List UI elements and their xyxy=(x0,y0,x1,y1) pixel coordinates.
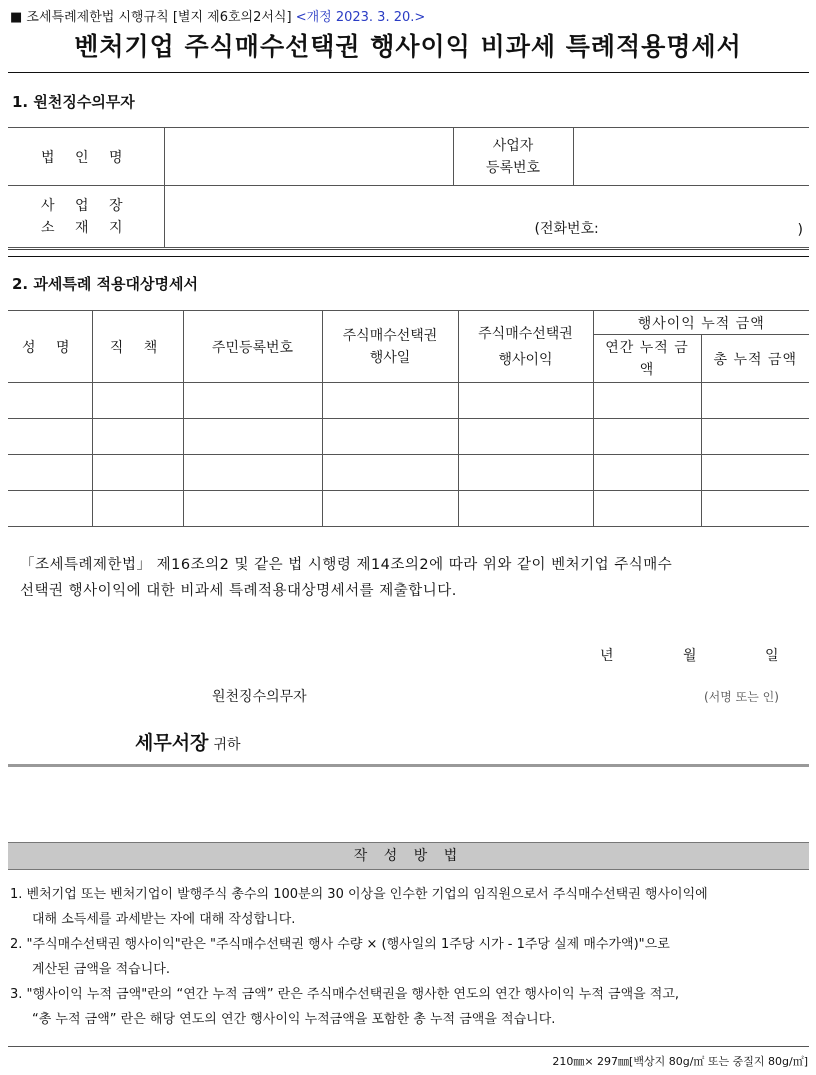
divider xyxy=(8,764,809,767)
divider xyxy=(8,72,809,73)
biz-reg-label-1: 사업자 xyxy=(492,137,534,154)
col-exercise-profit xyxy=(458,311,593,383)
cell[interactable] xyxy=(458,419,593,455)
phone-close: ) xyxy=(797,222,803,238)
revision-date: <개정 2023. 3. 20.> xyxy=(295,10,426,25)
col-annual xyxy=(593,335,701,383)
cell[interactable] xyxy=(183,455,322,491)
date-month: 월 xyxy=(683,648,697,664)
cell[interactable] xyxy=(8,419,92,455)
divider xyxy=(8,256,809,257)
biz-reg-field[interactable] xyxy=(573,128,809,186)
applicant-table xyxy=(8,310,809,527)
col-exercise-profit-2: 행사이익 xyxy=(498,351,553,368)
cell[interactable] xyxy=(458,383,593,419)
cell[interactable] xyxy=(701,491,809,527)
guide-item-1-line-2: 대해 소득세를 과세받는 자에 대해 작성합니다. xyxy=(32,912,296,927)
table-row xyxy=(8,419,809,455)
signature-placeholder: (서명 또는 인) xyxy=(704,690,779,704)
guide-item xyxy=(10,932,810,982)
date-year: 년 xyxy=(600,648,614,664)
address-label-2: 소 재 지 xyxy=(41,219,131,236)
cell[interactable] xyxy=(92,383,183,419)
cell[interactable] xyxy=(593,383,701,419)
cell[interactable] xyxy=(322,455,458,491)
cell[interactable] xyxy=(183,419,322,455)
cell[interactable] xyxy=(701,383,809,419)
guide-item-2-line-1: 2. "주식매수선택권 행사이익"란은 "주식매수선택권 행사 수량 × (행사일의 1주당 시가 - 1주당 실제 매수가액)"으로 xyxy=(10,937,670,952)
cell[interactable] xyxy=(593,419,701,455)
cell[interactable] xyxy=(322,491,458,527)
address-field[interactable] xyxy=(164,186,809,248)
page-title: 벤처기업 주식매수선택권 행사이익 비과세 특례적용명세서 xyxy=(74,32,742,61)
corp-name-label: 법 인 명 xyxy=(8,128,164,186)
cell[interactable] xyxy=(322,419,458,455)
cell[interactable] xyxy=(458,491,593,527)
address-label xyxy=(8,186,164,248)
cell[interactable] xyxy=(92,419,183,455)
biz-reg-label-2: 등록번호 xyxy=(485,159,541,176)
divider xyxy=(8,1046,809,1047)
col-name: 성 명 xyxy=(8,311,92,383)
cell[interactable] xyxy=(8,491,92,527)
cell[interactable] xyxy=(322,383,458,419)
withholding-agent-table xyxy=(8,127,809,248)
cell[interactable] xyxy=(8,455,92,491)
cell[interactable] xyxy=(92,455,183,491)
table-row xyxy=(8,383,809,419)
col-annual-2: 액 xyxy=(639,361,655,378)
table-row xyxy=(8,491,809,527)
guide-item xyxy=(10,882,810,932)
col-total: 총 누적 금액 xyxy=(701,335,809,383)
signer-label: 원천징수의무자 xyxy=(212,689,307,705)
guide-item xyxy=(10,982,810,1032)
section2-heading: 2. 과세특례 적용대상명세서 xyxy=(12,275,198,293)
col-exercise-date-1: 주식매수선택권 xyxy=(342,327,438,344)
cell[interactable] xyxy=(593,491,701,527)
col-exercise-profit-1: 주식매수선택권 xyxy=(478,325,573,342)
guide-item-3-line-1: 3. "행사이익 누적 금액"란의 “연간 누적 금액” 란은 주식매수선택권을 행사한 연도의 연간 행사이익 누적 금액을 적고, xyxy=(10,987,680,1002)
cell[interactable] xyxy=(92,491,183,527)
statement xyxy=(20,552,810,604)
cell[interactable] xyxy=(183,383,322,419)
section1-heading: 1. 원천징수의무자 xyxy=(12,93,135,111)
form-reference xyxy=(10,6,425,25)
cell[interactable] xyxy=(183,491,322,527)
paper-spec: 210㎜× 297㎜[백상지 80g/㎡ 또는 중질지 80g/㎡] xyxy=(552,1055,808,1068)
guide-item-2-line-2: 계산된 금액을 적습니다. xyxy=(32,962,170,977)
tax-office: 세무서장 xyxy=(135,732,209,754)
guide-item-3-line-2: “총 누적 금액” 란은 해당 연도의 연간 행사이익 누적금액을 포함한 총 누적 금액을 적습니다. xyxy=(32,1012,556,1027)
cell[interactable] xyxy=(593,455,701,491)
corp-name-field[interactable] xyxy=(164,128,453,186)
guide-heading: 작 성 방 법 xyxy=(8,842,809,870)
cell[interactable] xyxy=(701,419,809,455)
cell[interactable] xyxy=(701,455,809,491)
honorific: 귀하 xyxy=(213,737,241,753)
biz-reg-label xyxy=(453,128,573,186)
form-ref-text: ■ 조세특례제한법 시행규칙 [별지 제6호의2서식] xyxy=(10,10,292,25)
cell[interactable] xyxy=(8,383,92,419)
statement-line-2: 선택권 행사이익에 대한 비과세 특례적용대상명세서를 제출합니다. xyxy=(20,583,457,599)
statement-line-1: 「조세특례제한법」 제16조의2 및 같은 법 시행령 제14조의2에 따라 위와 같이 벤처기업 주식매수 xyxy=(20,557,673,573)
table-row xyxy=(8,455,809,491)
col-annual-1: 연간 누적 금 xyxy=(605,339,689,356)
col-exercise-date xyxy=(322,311,458,383)
phone-label: (전화번호: xyxy=(534,221,599,237)
cell[interactable] xyxy=(458,455,593,491)
address-label-1: 사 업 장 xyxy=(41,197,131,214)
recipient xyxy=(135,728,241,755)
divider xyxy=(8,249,809,250)
col-cumulative: 행사이익 누적 금액 xyxy=(593,311,809,335)
date-day: 일 xyxy=(765,648,779,664)
guide-item-1-line-1: 1. 벤처기업 또는 벤처기업이 발행주식 총수의 100분의 30 이상을 인수한 기업의 임직원으로서 주식매수선택권 행사이익에 xyxy=(10,887,708,902)
guide-list xyxy=(10,882,810,1032)
col-exercise-date-2: 행사일 xyxy=(369,349,411,366)
col-resident-no: 주민등록번호 xyxy=(183,311,322,383)
col-position: 직 책 xyxy=(92,311,183,383)
